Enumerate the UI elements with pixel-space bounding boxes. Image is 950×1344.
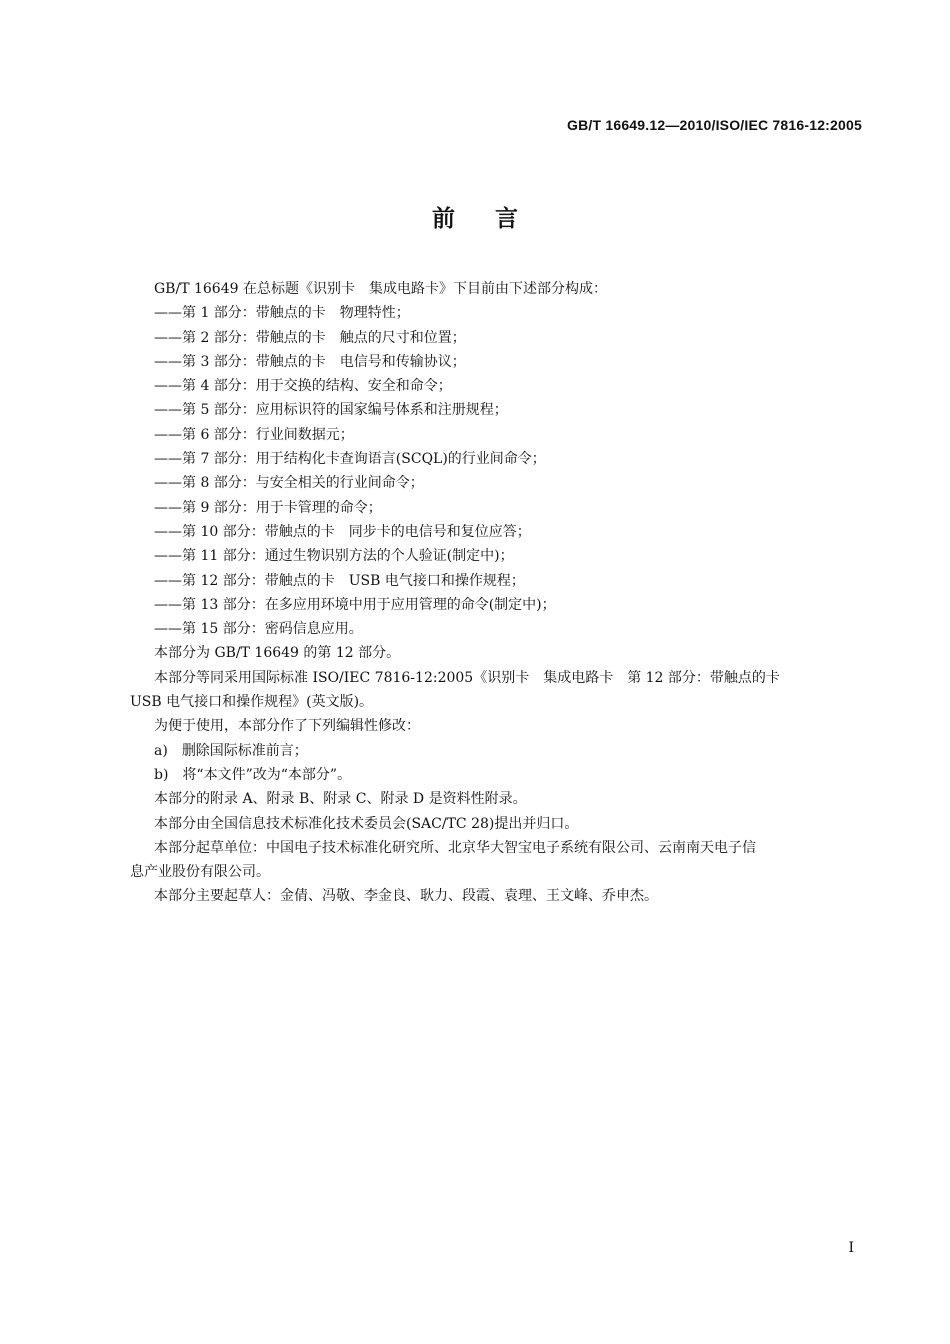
- list-item-part-10: ——第 10 部分：带触点的卡 同步卡的电信号和复位应答；: [154, 523, 531, 540]
- adoption-paragraph-line2: USB 电气接口和操作规程》(英文版)。: [130, 694, 374, 711]
- proposed-by-paragraph: 本部分由全国信息技术标准化技术委员会(SAC/TC 28)提出并归口。: [154, 815, 579, 832]
- edit-item-a-marker: a): [154, 742, 168, 759]
- edit-item-b-marker: b): [154, 766, 169, 783]
- edit-item-b-text: 将“本文件”改为“本部分”。: [182, 766, 352, 783]
- list-item-part-7: ——第 7 部分：用于结构化卡查询语言(SCQL)的行业间命令；: [154, 451, 546, 468]
- adoption-paragraph-line1: 本部分等同采用国际标准 ISO/IEC 7816-12:2005《识别卡 集成电路卡 第 12 部分：带触点的卡: [154, 669, 780, 686]
- list-item-part-11: ——第 11 部分：通过生物识别方法的个人验证(制定中)；: [154, 548, 514, 565]
- list-item-part-4: ——第 4 部分：用于交换的结构、安全和命令；: [154, 378, 452, 395]
- drafting-units-line2: 息产业股份有限公司。: [130, 864, 270, 881]
- list-item-part-5: ——第 5 部分：应用标识符的国家编号体系和注册规程；: [154, 402, 508, 419]
- part-statement-paragraph: 本部分为 GB/T 16649 的第 12 部分。: [154, 645, 401, 662]
- edit-item-a-text: 删除国际标准前言；: [181, 742, 308, 759]
- list-item-part-2: ——第 2 部分：带触点的卡 触点的尺寸和位置；: [154, 329, 466, 346]
- edit-item-b: [130, 763, 865, 787]
- annexes-paragraph: 本部分的附录 A、附录 B、附录 C、附录 D 是资料性附录。: [154, 791, 527, 808]
- list-item-part-6: ——第 6 部分：行业间数据元；: [154, 426, 354, 443]
- edit-intro-paragraph: 为便于使用，本部分作了下列编辑性修改：: [154, 718, 420, 735]
- standard-code-header: GB/T 16649.12—2010/ISO/IEC 7816-12:2005: [567, 117, 862, 133]
- list-item-part-15: ——第 15 部分：密码信息应用。: [154, 621, 363, 638]
- edit-item-a: [130, 739, 865, 763]
- page-number: I: [848, 1240, 854, 1256]
- list-item-part-12: ——第 12 部分：带触点的卡 USB 电气接口和操作规程；: [154, 572, 525, 589]
- list-item-part-1: ——第 1 部分：带触点的卡 物理特性；: [154, 305, 410, 322]
- drafting-units-line1: 本部分起草单位：中国电子技术标准化研究所、北京华大智宝电子系统有限公司、云南南天电子信: [154, 839, 756, 856]
- page-title: 前言: [432, 206, 558, 232]
- intro-paragraph: GB/T 16649 在总标题《识别卡 集成电路卡》下目前由下述部分构成：: [154, 281, 607, 297]
- list-item-part-13: ——第 13 部分：在多应用环境中用于应用管理的命令(制定中)；: [154, 596, 556, 613]
- list-item-part-8: ——第 8 部分：与安全相关的行业间命令；: [154, 475, 424, 492]
- list-item-part-9: ——第 9 部分：用于卡管理的命令；: [154, 499, 382, 516]
- drafters-paragraph: 本部分主要起草人：金倩、冯敬、李金良、耿力、段霞、袁理、王文峰、乔申杰。: [154, 888, 658, 905]
- foreword-body: [130, 277, 865, 909]
- list-item-part-3: ——第 3 部分：带触点的卡 电信号和传输协议；: [154, 353, 466, 370]
